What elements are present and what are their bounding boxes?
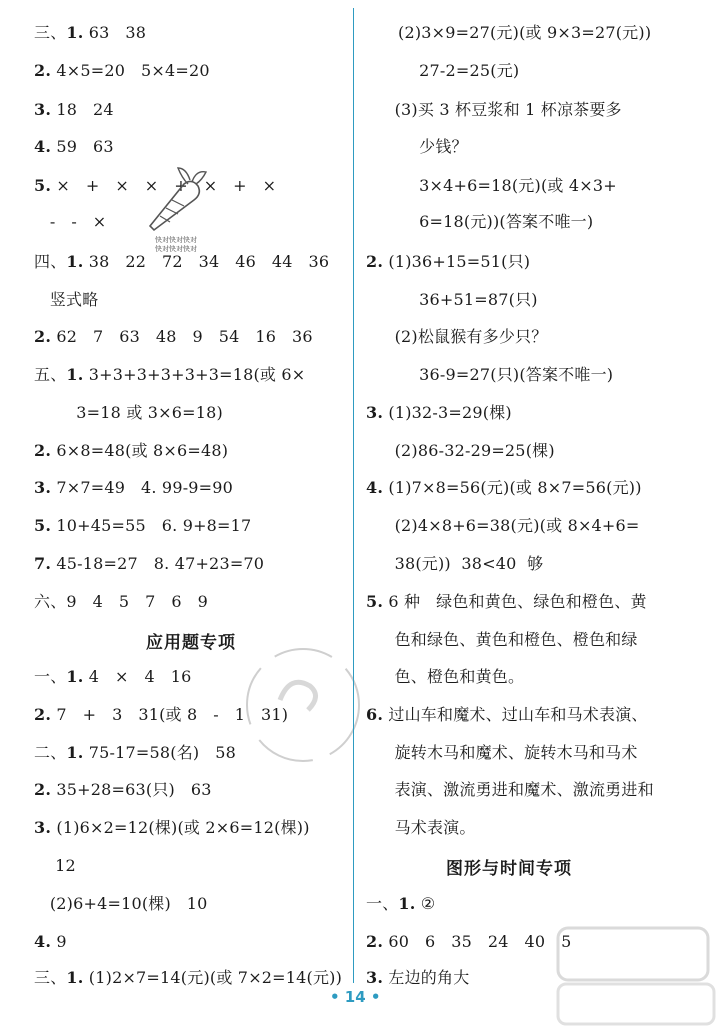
answer-line: 2. 35+28=63(只) 63 [34, 780, 212, 799]
answer-line: 3. (1)32-3=29(棵) [366, 403, 512, 422]
answer-line: 竖式略 [34, 290, 99, 309]
carrot-stamp-icon [140, 164, 210, 236]
answer-line: 3. 7×7=49 4. 99-9=90 [34, 478, 234, 497]
answer-line: 4. 9 [34, 932, 67, 951]
answer-line: 27-2=25(元) [398, 61, 520, 80]
answer-line: 二、1. 75-17=58(名) 58 [34, 743, 236, 762]
answer-line: (2)松鼠猴有多少只？ [384, 327, 548, 346]
answer-line: 5. × + × × + × + × [34, 176, 277, 195]
answer-line: 五、1. 3+3+3+3+3+3=18(或 6× [34, 365, 306, 384]
answer-line: 色和绿色、黄色和橙色、橙色和绿 [384, 630, 638, 649]
section-title: 应用题专项 [146, 633, 236, 653]
answer-line: 5. 6 种 绿色和黄色、绿色和橙色、黄 [366, 592, 647, 611]
answer-line: 3×4+6=18(元)(或 4×3+ [398, 176, 617, 195]
answer-line: 5. 10+45=55 6. 9+8=17 [34, 516, 252, 535]
column-divider [353, 8, 354, 983]
answer-line: 38(元)) 38<40 够 [384, 554, 544, 573]
answer-line: 少钱？ [398, 137, 468, 156]
answer-line: (2)86-32-29=25(棵) [384, 441, 555, 460]
left-column [0, 0, 356, 1031]
answer-line: 4. 59 63 [34, 137, 114, 156]
answer-line: 6. 过山车和魔术、过山车和马术表演、 [366, 705, 648, 724]
page-number: • 14 • [330, 988, 381, 1006]
answer-line: 3. 左边的角大 [366, 968, 470, 987]
answer-line: 2. 6×8=48(或 8×6=48) [34, 441, 229, 460]
answer-line: (2)6+4=10(棵) 10 [34, 894, 208, 913]
right-column [362, 0, 720, 1031]
answer-line: 12 [34, 856, 76, 875]
answer-line: 2. 60 6 35 24 40 5 [366, 932, 572, 951]
answer-line: 3. (1)6×2=12(棵)(或 2×6=12(棵)) [34, 818, 310, 837]
answer-line: 一、1. ② [366, 894, 436, 913]
answer-line: 3=18 或 3×6=18) [34, 403, 223, 422]
answer-line: 一、1. 4 × 4 16 [34, 667, 192, 686]
answer-line: (2)4×8+6=38(元)(或 8×4+6= [384, 516, 640, 535]
answer-line: 2. 62 7 63 48 9 54 16 36 [34, 327, 313, 346]
stamp-text: 快对快对快对 [155, 236, 197, 244]
answer-line: 色、橙色和黄色。 [384, 667, 525, 686]
corner-watermark-icon [552, 920, 720, 1028]
answer-line: 2. 7 + 3 31(或 8 - 1 31) [34, 705, 289, 724]
answer-line: - - × [34, 212, 107, 231]
answer-line: 2. 4×5=20 5×4=20 [34, 61, 210, 80]
answer-line: 六、9 4 5 7 6 9 [34, 592, 208, 611]
answer-line: 三、1. (1)2×7=14(元)(或 7×2=14(元)) [34, 968, 343, 987]
stamp-text: 快对快对快对 [155, 245, 197, 253]
section-title: 图形与时间专项 [446, 859, 572, 879]
answer-line: 马术表演。 [384, 818, 476, 837]
answer-line: (2)3×9=27(元)(或 9×3=27(元)) [398, 23, 652, 42]
answer-line: 6=18(元))(答案不唯一) [398, 212, 594, 231]
answer-line: 四、1. 38 22 72 34 46 44 36 [34, 252, 330, 271]
answer-line: 旋转木马和魔术、旋转木马和马术 [384, 743, 638, 762]
answer-line: 4. (1)7×8=56(元)(或 8×7=56(元)) [366, 478, 642, 497]
answer-line: 3. 18 24 [34, 100, 114, 119]
answer-line: 7. 45-18=27 8. 47+23=70 [34, 554, 265, 573]
answer-line: (3)买 3 杯豆浆和 1 杯凉茶要多 [384, 100, 622, 119]
answer-line: 三、1. 63 38 [34, 23, 147, 42]
answer-line: 36+51=87(只) [398, 290, 538, 309]
answer-line: 表演、激流勇进和魔术、激流勇进和 [384, 780, 654, 799]
answer-line: 2. (1)36+15=51(只) [366, 252, 531, 271]
answer-line: 36-9=27(只)(答案不唯一) [398, 365, 614, 384]
